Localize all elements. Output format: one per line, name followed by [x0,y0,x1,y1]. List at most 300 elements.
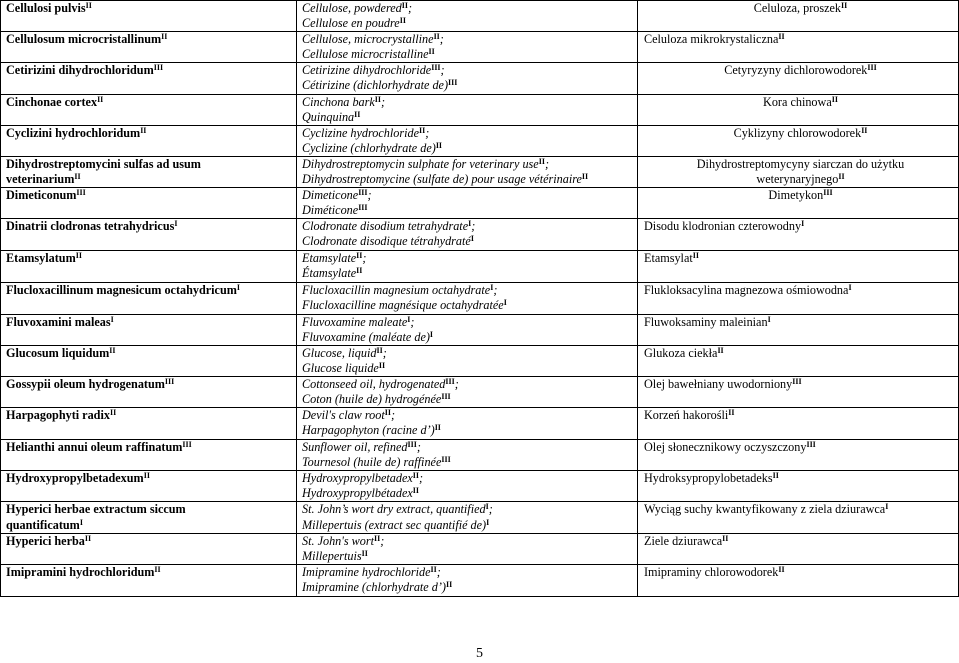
english-french-name-cell [297,345,638,376]
english-french-name-cell [297,188,638,219]
cell-line [302,141,637,156]
latin-name-cell [1,314,297,345]
cell-line [644,251,958,266]
cell-line [6,440,296,455]
version-marker: III [448,78,458,88]
term-text: Cétirizine (dichlorhydrate de) [302,78,448,93]
table-row [1,564,959,596]
term-text: Clodronate disodique tétrahydraté [302,234,471,249]
version-marker: I [885,502,889,512]
term-text: Cellulosum microcristallinum [6,32,162,47]
version-marker: II [161,32,168,42]
version-marker: II [140,125,147,135]
separator: ; [410,314,415,329]
english-french-name-cell [297,63,638,94]
table-row [1,440,959,471]
polish-name-cell [638,32,959,63]
cell-line [644,502,958,517]
version-marker: II [374,94,382,104]
version-marker: II [772,471,779,481]
term-text: Harpagophyton (racine d’) [302,423,435,438]
cell-line [6,346,296,361]
polish-name-cell [638,564,959,596]
table-row [1,156,959,187]
latin-name-cell [1,564,297,596]
cell-line [302,283,637,298]
polish-name-cell [638,345,959,376]
version-marker: II [374,533,381,543]
cell-line [302,580,637,595]
cell-line [302,440,637,455]
cell-line [302,172,637,187]
term-text: Imipramine (chlorhydrate d’) [302,579,446,594]
cell-line [643,172,958,187]
term-text: Fluvoxamini maleas [6,314,111,329]
latin-name-cell [1,1,297,32]
term-text: Dimeticone [302,188,359,203]
version-marker: II [692,250,699,260]
version-marker: I [848,282,852,292]
latin-name-cell [1,188,297,219]
term-text: Hydroksypropylobetadeks [644,471,773,486]
cell-line [6,188,296,203]
term-text: Cinchonae cortex [6,94,98,109]
cell-line [302,471,637,486]
term-text: Helianthi annui oleum raffinatum [6,440,183,455]
cell-line [6,283,296,298]
cell-line [302,455,637,470]
version-marker: II [85,1,92,10]
version-marker: I [485,502,489,512]
cell-line [302,377,637,392]
polish-name-cell [638,250,959,282]
term-text: Cellulose microcristalline [302,47,429,62]
term-text: Diméticone [302,203,359,218]
version-marker: II [376,345,383,355]
cell-line [302,219,637,234]
english-french-name-cell [297,219,638,250]
term-text: Cyklizyny chlorowodorek [733,125,862,140]
term-text: quantificatum [6,517,80,532]
version-marker: II [97,94,104,104]
term-text: Imipramini hydrochloridum [6,564,155,579]
english-french-name-cell [297,471,638,502]
cell-line [302,266,637,281]
term-text: weterynaryjnego [756,172,839,187]
version-marker: III [153,63,164,73]
version-marker: II [412,486,420,496]
version-marker: II [109,345,116,355]
term-text: Imipramine hydrochloride [302,564,431,579]
cell-line [6,172,296,187]
separator: ; [381,94,386,109]
term-text: Cellulose, powdered [302,1,402,15]
version-marker: III [445,376,455,386]
cell-line [302,408,637,423]
latin-name-cell [1,408,297,440]
version-marker: II [356,265,363,275]
term-text: Fluvoxamine maleate [302,314,408,329]
english-french-name-cell [297,156,638,187]
table-row [1,125,959,156]
version-marker: III [182,440,192,450]
cell-line [644,471,958,486]
polish-name-cell [638,94,959,125]
cell-line [643,95,958,110]
separator: ; [380,533,385,548]
polish-name-cell [638,471,959,502]
version-marker: II [361,548,368,558]
page-number: 5 [476,646,483,661]
polish-name-cell [638,376,959,407]
english-french-name-cell [297,440,638,471]
table-row [1,63,959,94]
term-text: Flukloksacylina magnezowa ośmiowodna [644,282,849,297]
version-marker: III [792,376,802,386]
term-text: Millepertuis [302,548,362,563]
english-french-name-cell [297,533,638,564]
version-marker: II [75,250,82,260]
cell-line [302,392,637,407]
separator: ; [382,345,387,360]
cell-line [302,549,637,564]
latin-name-cell [1,502,297,533]
cell-line [302,157,637,172]
polish-name-cell [638,63,959,94]
latin-name-cell [1,250,297,282]
term-text: Imipraminy chlorowodorek [644,564,779,579]
english-french-name-cell [297,250,638,282]
version-marker: II [538,156,545,166]
cell-line [6,157,296,172]
version-marker: II [428,47,435,57]
term-text: Coton (huile de) hydrogénée [302,391,442,406]
cell-line [6,219,296,234]
version-marker: III [441,455,451,465]
cell-line [644,440,958,455]
version-marker: III [867,63,877,73]
cell-line [302,518,637,533]
cell-line [643,1,958,16]
version-marker: II [84,533,92,543]
polish-name-cell [638,440,959,471]
term-text: Devil's claw root [302,408,385,423]
table-row [1,502,959,533]
term-text: Étamsylate [302,265,357,280]
cell-line [302,346,637,361]
term-text: Cetyryzyny dichlorowodorek [724,63,868,78]
version-marker: II [154,564,161,574]
term-text: Dimetykon [768,188,824,203]
table-row [1,282,959,314]
latin-name-cell [1,125,297,156]
english-french-name-cell [297,125,638,156]
separator: ; [390,408,396,423]
english-french-name-cell [297,314,638,345]
cell-line [643,188,958,203]
term-text: Wyciąg suchy kwantyfikowany z ziela dziurawca [644,502,886,517]
version-marker: II [430,564,437,574]
table-row [1,1,959,32]
version-marker: III [441,391,451,401]
term-text: Flucloxacillinum magnesicum octahydricum [6,282,237,297]
separator: ; [367,188,372,203]
separator: ; [362,250,367,265]
term-text: Ziele dziurawca [644,533,723,548]
version-marker: II [435,140,443,150]
cell-line [302,63,637,78]
cell-line [644,377,958,392]
table-row [1,345,959,376]
latin-name-cell [1,376,297,407]
version-marker: II [412,471,420,481]
term-text: Cyclizini hydrochloridum [6,125,141,140]
cell-line [6,126,296,141]
latin-name-cell [1,94,297,125]
version-marker: I [174,219,178,229]
polish-name-cell [638,502,959,533]
term-text: Glucosum liquidum [6,345,110,360]
cell-line [302,361,637,376]
cell-line [644,283,958,298]
term-text: Kora chinowa [763,94,832,109]
term-text: Etamsylate [302,250,357,265]
cell-line [6,471,296,486]
term-text: Korzeń hakorośli [644,408,729,423]
version-marker: I [503,297,507,307]
polish-name-cell [638,1,959,32]
term-text: Hyperici herbae extractum siccum [6,502,186,517]
term-text: Sunflower oil, refined [302,440,408,455]
cell-line [302,234,637,249]
term-text: Fluvoxamine (maléate de) [302,329,430,344]
version-marker: II [74,172,81,182]
cell-line [6,408,296,423]
latin-name-cell [1,156,297,187]
latin-name-cell [1,32,297,63]
version-marker: III [164,376,175,386]
term-text: Fluwoksaminy maleinian [644,314,768,329]
term-text: Dinatrii clodronas tetrahydricus [6,219,175,234]
term-text: Hydroxypropylbetadex [302,471,413,486]
cell-line [302,534,637,549]
cell-line [302,47,637,62]
cell-line [6,377,296,392]
version-marker: I [468,219,472,229]
cell-line [6,534,296,549]
cell-line [302,110,637,125]
version-marker: I [407,314,411,324]
version-marker: II [717,345,724,355]
table-row [1,408,959,440]
english-french-name-cell [297,564,638,596]
table-row [1,94,959,125]
separator: ; [488,502,493,517]
version-marker: II [581,172,589,182]
latin-name-cell [1,219,297,250]
separator: ; [544,156,550,171]
version-marker: III [806,440,816,450]
cell-line [644,315,958,330]
separator: ; [493,282,498,297]
cell-line [302,1,637,16]
polish-name-cell [638,188,959,219]
term-text: Cottonseed oil, hydrogenated [302,376,446,391]
english-french-name-cell [297,282,638,314]
term-text: Dihydrostreptomycini sulfas ad usum [6,156,201,171]
cell-line [6,1,296,16]
term-text: Clodronate disodium tetrahydrate [302,219,469,234]
term-text: Quinquina [302,109,355,124]
version-marker: III [76,188,86,198]
version-marker: I [470,234,474,244]
term-text: Glucose liquide [302,360,379,375]
english-french-name-cell [297,1,638,32]
separator: ; [471,219,476,234]
term-text: Dihydrostreptomycyny siarczan do użytku [696,156,905,171]
version-marker: II [354,109,361,119]
cell-line [302,330,637,345]
version-marker: II [728,408,735,418]
version-marker: II [434,423,441,433]
cell-line [643,157,958,172]
latin-name-cell [1,345,297,376]
polish-name-cell [638,125,959,156]
separator: ; [439,32,444,47]
version-marker: I [110,314,114,324]
version-marker: II [384,408,391,418]
cell-line [6,32,296,47]
cell-line [6,502,296,517]
version-marker: II [433,32,440,42]
cell-line [643,63,958,78]
table-row [1,533,959,564]
cell-line [643,126,958,141]
polish-name-cell [638,314,959,345]
table-row [1,219,959,250]
version-marker: I [801,219,805,229]
cell-line [302,203,637,218]
version-marker: II [831,94,838,104]
term-text: Dihydrostreptomycine (sulfate de) pour usage vétérinaire [302,172,582,187]
version-marker: II [109,408,117,418]
cell-line [6,63,296,78]
table-row [1,250,959,282]
cell-line [302,78,637,93]
version-marker: II [399,16,406,26]
term-text: Hydroxypropylbétadex [302,486,413,501]
english-french-name-cell [297,376,638,407]
version-marker: II [778,564,785,574]
monograph-table-body [1,1,959,597]
table-row [1,32,959,63]
term-text: Olej słonecznikowy oczyszczony [644,440,807,455]
version-marker: III [358,203,368,213]
table-row [1,471,959,502]
term-text: veterinarium [6,172,75,187]
cell-line [302,298,637,313]
version-marker: II [445,579,453,589]
table-row [1,314,959,345]
term-text: Harpagophyti radix [6,408,110,423]
separator: ; [454,376,459,391]
polish-name-cell [638,156,959,187]
term-text: St. John's wort [302,533,375,548]
cell-line [302,502,637,517]
term-text: Hydroxypropylbetadexum [6,471,144,486]
term-text: Millepertuis (extract sec quantifié de) [302,517,487,532]
cell-line [302,251,637,266]
version-marker: III [823,188,833,198]
term-text: Cetirizine dihydrochloride [302,63,432,78]
term-text: Tournesol (huile de) raffinée [302,455,442,470]
latin-name-cell [1,282,297,314]
cell-line [644,408,958,423]
cell-line [644,534,958,549]
cell-line [644,346,958,361]
term-text: Cetirizini dihydrochloridum [6,63,154,78]
polish-name-cell [638,282,959,314]
polish-name-cell [638,408,959,440]
version-marker: I [79,517,83,527]
term-text: Hyperici herba [6,533,85,548]
cell-line [302,32,637,47]
version-marker: II [419,125,426,135]
term-text: Dihydrostreptomycin sulphate for veterinary use [302,156,539,171]
polish-name-cell [638,533,959,564]
cell-line [6,565,296,580]
version-marker: II [841,1,848,10]
term-text: St. John’s wort dry extract, quantified [302,502,486,517]
version-marker: II [143,471,150,481]
term-text: Cellulose en poudre [302,16,400,31]
term-text: Cellulosi pulvis [6,1,86,15]
term-text: Glucose, liquid [302,345,377,360]
cell-line [6,518,296,533]
latin-name-cell [1,471,297,502]
cell-line [644,219,958,234]
cell-line [302,315,637,330]
english-french-name-cell [297,502,638,533]
separator: ; [425,125,430,140]
english-french-name-cell [297,32,638,63]
term-text: Etamsylatum [6,250,76,265]
version-marker: II [722,533,729,543]
term-text: Etamsylat [644,250,693,265]
term-text: Celuloza mikrokrystaliczna [644,32,779,47]
term-text: Gossypii oleum hydrogenatum [6,376,165,391]
version-marker: III [358,188,368,198]
version-marker: II [378,360,386,370]
term-text: Flucloxacilline magnésique octahydratée [302,297,504,312]
term-text: Dimeticonum [6,188,77,203]
term-text: Cellulose, microcrystalline [302,32,434,47]
polish-name-cell [638,219,959,250]
cell-line [302,188,637,203]
version-marker: II [778,32,785,42]
english-french-name-cell [297,408,638,440]
term-text: Disodu klodronian czterowodny [644,219,802,234]
cell-line [302,565,637,580]
cell-line [644,32,958,47]
cell-line [644,565,958,580]
version-marker: I [490,282,494,292]
version-marker: III [407,440,417,450]
version-marker: II [401,1,408,10]
term-text: Cinchona bark [302,94,375,109]
version-marker: II [861,125,868,135]
cell-line [302,486,637,501]
